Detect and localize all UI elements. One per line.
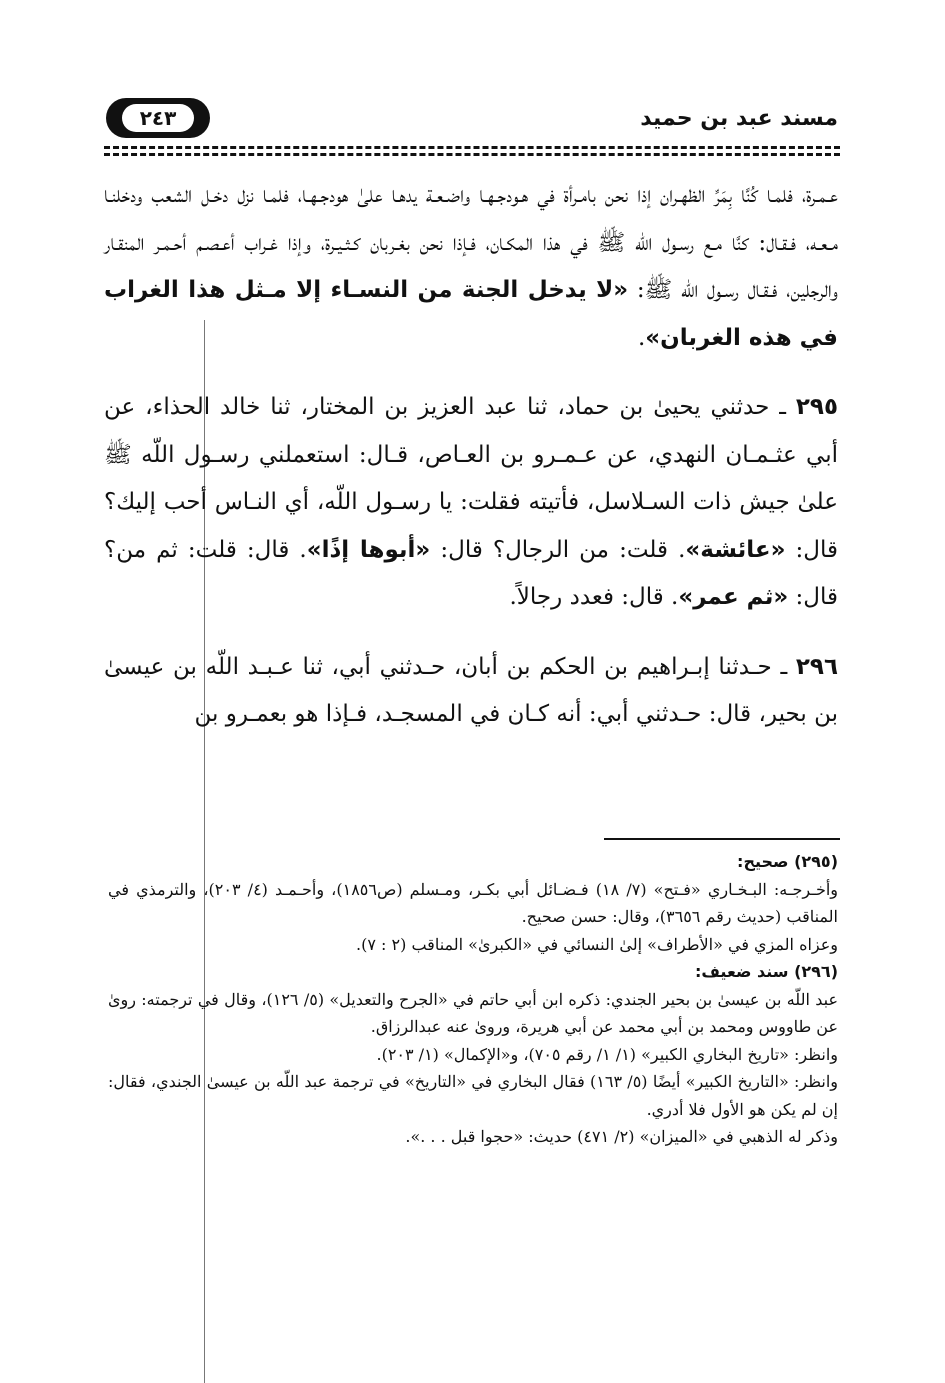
footnote-line: وعزاه المزي في «الأطراف» إلىٰ النسائي في «الكبرىٰ» المناقب (٢ : ٧). — [356, 934, 838, 954]
header-divider-top — [104, 146, 840, 149]
footnote-heading-295: (٢٩٥) صحيح: — [737, 852, 838, 871]
book-title: مسند عبد بن حميد — [640, 106, 838, 131]
paragraph-continuation: عـمـرة، فلمـا كُنَّا بِمَرِّ الظهـران إذا نحن بامـرأة في هـودجـهـا واضـعـة يدهـا علىٰ هودجـهـا، فلمـا نزل دخـل الشعب ودخلنـا مـعـه، فـقـال: كنَّا مـع رسـول اللّه ﷺ في هذا المكـان، فـإذا نحن بغـربان كـثـيـرة، وإذا غـراب أعـصـم أحـمـر المنقـار والرجلين، فـقـال رسـول اللّه ﷺ: «لا يدخل الجنة من النسـاء إلا مـثل هذا الغراب في هذه الغربان». — [104, 182, 838, 351]
hadith-number: ٢٩٥ — [795, 394, 838, 420]
header-divider-bottom — [104, 153, 840, 156]
footnote-line: وانظر: «تاريخ البخاري الكبير» (١/ ١/ رقم ٧٠٥)، و«الإكمال» (١/ ٢٠٣). — [376, 1044, 838, 1064]
footnote-line: عبد اللّه بن عيسىٰ بن بحير الجندي: ذكره ابن أبي حاتم في «الجرح والتعديل» (٥/ ١٢٦)، وقال في ترجمته: روىٰ عن طاووس ومحمد بن أبي محمد عن أبي هريرة، وروىٰ عنه عبدالرزاق. — [108, 989, 839, 1036]
footnote-line: وذكر له الذهبي في «الميزان» (٢/ ٤٧١) حديث: «حجوا قبل . . .». — [405, 1127, 838, 1146]
hadith-296: ٢٩٦ ـ حـدثنا إبـراهيم بن الحكم بن أبان، حـدثني أبي، ثنا عـبـد اللّه بن عيسىٰ بن بحير، قال: حـدثني أبي: أنه كـان في المسجـد، فـإذا هو بعمـرو بن — [104, 653, 838, 727]
main-text — [104, 172, 838, 739]
footnote-divider — [604, 838, 840, 840]
hadith-number: ٢٩٦ — [795, 653, 838, 680]
page-number: ٢٤٣ — [122, 104, 194, 132]
footnotes — [108, 848, 838, 1151]
hadith-quote: «لا يدخل الجنة من النسـاء إلا مـثل هذا الغراب في هذه الغربان» — [104, 277, 838, 351]
hadith-295: ٢٩٥ ـ حدثني يحيىٰ بن حماد، ثنا عبد العزيز بن المختار، ثنا خالد الحذاء، عن أبي عثـمـان النهدي، عن عـمـرو بن العـاص، قـال: استعملني رسـول اللّه ﷺ علىٰ جيش ذات السـلاسل، فأتيته فقلت: يا رسـول اللّه، أي النـاس أحب إليك؟ قال: «عائشة». قلت: من الرجال؟ قال: «أبوها إذًا». قال: قلت: ثم من؟ قال: «ثم عمر». قال: فعدد رجالاً. — [104, 394, 838, 610]
footnote-line: وانظر: «التاريخ الكبير» أيضًا (٥/ ١٦٣) فقال البخاري في «التاريخ» في ترجمة عبد اللّه بن عيسىٰ الجندي، فقال: إن لم يكن هو الأول فلا أدري. — [108, 1072, 839, 1119]
footnote-line: وأخـرجـه: البـخـاري «فـتح» (٧/ ١٨) فـضـائل أبي بكـر، ومـسلم (ص١٨٥٦)، وأحـمـد (٤/ ٢٠٣)، والترمذي في المناقب (حديث رقم ٣٦٥٦)، وقال: حسن صحيح. — [108, 879, 839, 926]
footnote-heading-296: (٢٩٦) سند ضعيف: — [694, 962, 838, 981]
page-number-badge — [106, 98, 210, 138]
page-header — [100, 96, 840, 148]
